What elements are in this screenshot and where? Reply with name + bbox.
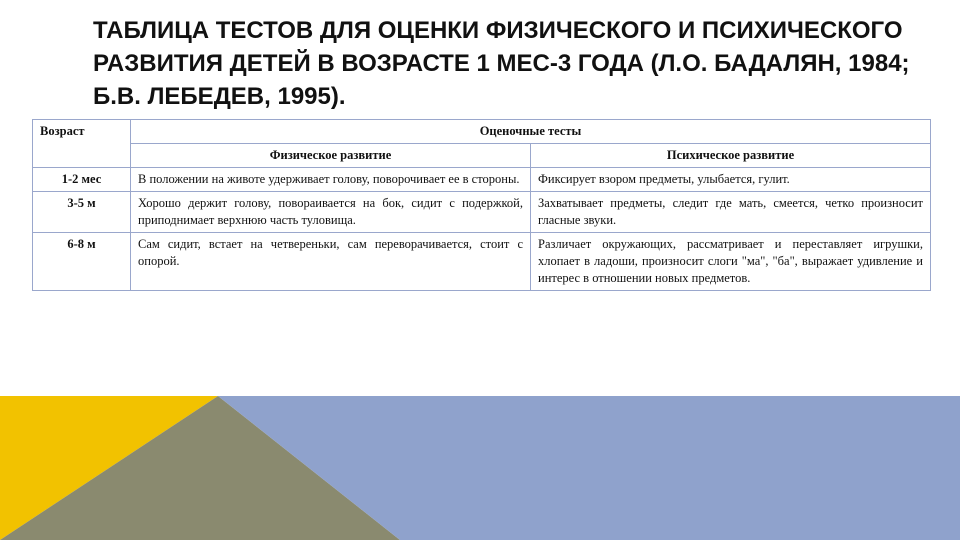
age-cell: 1-2 мес — [33, 168, 131, 192]
header-mental: Психическое развитие — [531, 144, 931, 168]
table-header-row — [33, 120, 931, 144]
age-cell: 6-8 м — [33, 233, 131, 291]
age-cell: 3-5 м — [33, 192, 131, 233]
mental-cell: Различает окружающих, рассматривает и переставляет игрушки, хлопает в ладоши, произносит слоги "ма", "ба", выражает удивление и интерес в отношении новых предметов. — [531, 233, 931, 291]
header-age: Возраст — [33, 120, 131, 168]
tests-table — [32, 119, 931, 291]
table-subheader-row — [33, 144, 931, 168]
mental-cell: Захватывает предметы, следит где мать, смеется, четко произносит гласные звуки. — [531, 192, 931, 233]
mental-cell: Фиксирует взором предметы, улыбается, гулит. — [531, 168, 931, 192]
table-row — [33, 168, 931, 192]
table-row — [33, 233, 931, 291]
slide-title: ТАБЛИЦА ТЕСТОВ ДЛЯ ОЦЕНКИ ФИЗИЧЕСКОГО И ПСИХИЧЕСКОГО РАЗВИТИЯ ДЕТЕЙ В ВОЗРАСТЕ 1 МЕС-3 ГОДА (Л.О. БАДАЛЯН, 1984; Б.В. ЛЕБЕДЕВ, 1995). — [93, 17, 910, 110]
physical-cell: В положении на животе удерживает голову, поворочивает ее в стороны. — [131, 168, 531, 192]
header-tests: Оценочные тесты — [131, 120, 931, 144]
tests-table-container — [32, 119, 931, 291]
header-physical: Физическое развитие — [131, 144, 531, 168]
physical-cell: Сам сидит, встает на четвереньки, сам переворачивается, стоит с опорой. — [131, 233, 531, 291]
physical-cell: Хорошо держит голову, повораивается на бок, сидит с подержкой, приподнимает верхнюю часть туловища. — [131, 192, 531, 233]
table-row — [33, 192, 931, 233]
